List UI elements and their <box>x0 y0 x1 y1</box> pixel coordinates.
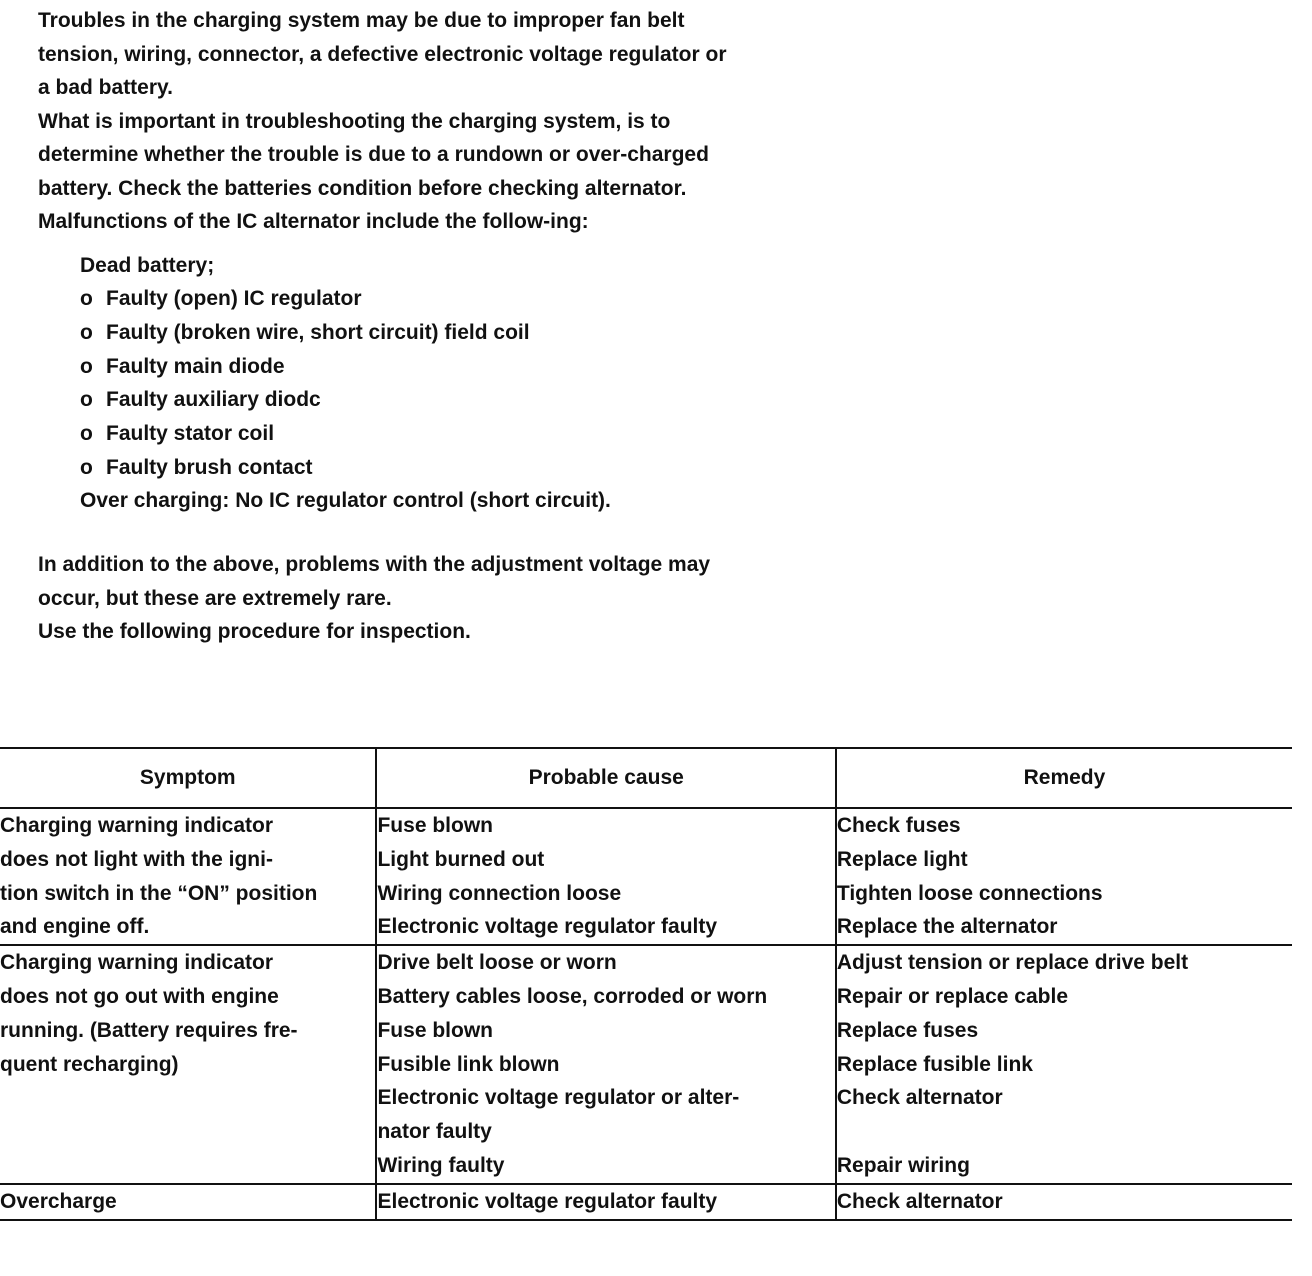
cause-line: Light burned out <box>377 847 545 871</box>
remedy-line <box>837 1115 1292 1149</box>
remedy-line: Repair wiring <box>836 1153 970 1177</box>
intro-paragraph-1: Troubles in the charging system may be due to improper fan belt tension, wiring, connector, a defective electronic voltage regulator or a bad battery. <box>38 9 727 99</box>
malfunction-text: Faulty brush contact <box>106 455 313 479</box>
malfunction-text: Faulty auxiliary diodc <box>106 388 321 412</box>
over-charging-note: Over charging: No IC regulator control (short circuit). <box>80 489 611 513</box>
intro-paragraph-2: What is important in troubleshooting the charging system, is to determine whether the trouble is due to a rundown or over-charged battery. Check the batteries condition before checking alternator. Malfunctions of the IC alternator include the follow-ing: <box>38 109 709 233</box>
cause-line: Drive belt loose or worn <box>377 951 617 975</box>
table-row <box>0 1184 1292 1220</box>
cause-line: Electronic voltage regulator faulty <box>377 915 718 939</box>
remedy-line: Replace light <box>836 847 968 871</box>
remedy-line: Check fuses <box>836 814 961 837</box>
cause-line: Fuse blown <box>377 1018 493 1042</box>
symptom-line: Charging warning indicator <box>0 814 274 837</box>
remedy-line: Check alternator <box>836 1189 1003 1213</box>
symptom-line: tion switch in the “ON” position <box>0 881 318 905</box>
malfunction-list <box>80 249 738 519</box>
cause-line: Electronic voltage regulator faulty <box>377 1189 718 1213</box>
table-header-row <box>0 748 1292 808</box>
malfunction-text: Faulty main diode <box>106 354 285 378</box>
symptom-line: quent recharging) <box>0 1052 179 1076</box>
bullet-marker: o <box>80 388 93 412</box>
intro-paragraph-4: Use the following procedure for inspection. <box>38 620 471 644</box>
remedy-line: Replace fuses <box>836 1018 979 1042</box>
cause-line: Wiring connection loose <box>377 881 622 905</box>
malfunction-text: Faulty (broken wire, short circuit) field coil <box>106 320 530 344</box>
malfunction-item <box>80 383 738 417</box>
header-remedy: Remedy <box>1023 766 1106 790</box>
header-symptom: Symptom <box>0 748 376 808</box>
malfunction-text: Faulty (open) IC regulator <box>106 287 362 311</box>
table-row <box>0 808 1292 945</box>
remedy-line: Replace fusible link <box>836 1052 1033 1076</box>
remedy-cell <box>836 808 1292 945</box>
cause-line: Fuse blown <box>377 814 493 837</box>
malfunction-text: Faulty stator coil <box>106 422 275 446</box>
cause-line: Fusible link blown <box>377 1052 560 1076</box>
bullet-marker: o <box>80 354 93 378</box>
cause-cell <box>376 808 835 945</box>
remedy-line: Replace the alternator <box>836 915 1058 939</box>
cause-line: Electronic voltage regulator or alter- <box>377 1086 740 1110</box>
malfunction-item <box>80 282 738 316</box>
remedy-line: Tighten loose connections <box>836 881 1103 905</box>
malfunction-item <box>80 350 738 384</box>
bullet-marker: o <box>80 455 93 479</box>
cause-line: Battery cables loose, corroded or worn <box>377 984 768 1008</box>
troubleshooting-table <box>0 747 1292 1221</box>
remedy-cell <box>836 1184 1292 1220</box>
symptom-line: running. (Battery requires fre- <box>0 1018 298 1042</box>
cause-cell <box>376 1184 835 1220</box>
remedy-line: Check alternator <box>836 1086 1003 1110</box>
symptom-line: Charging warning indicator <box>0 951 274 975</box>
bullet-marker: o <box>80 287 93 311</box>
malfunction-item <box>80 417 738 451</box>
header-probable-cause: Probable cause <box>376 748 835 808</box>
symptom-line: does not go out with engine <box>0 984 279 1008</box>
symptom-line: and engine off. <box>0 915 150 939</box>
cause-line: Wiring faulty <box>377 1153 505 1177</box>
cause-line: nator faulty <box>377 1120 492 1144</box>
symptom-cell <box>0 808 376 945</box>
bullet-marker: o <box>80 320 93 344</box>
symptom-line: does not light with the igni- <box>0 847 273 871</box>
remedy-line: Adjust tension or replace drive belt <box>836 951 1189 975</box>
intro-section <box>38 4 738 649</box>
table-row <box>0 945 1292 1184</box>
remedy-cell <box>836 945 1292 1184</box>
cause-cell <box>376 945 835 1184</box>
malfunction-item <box>80 451 738 485</box>
remedy-line: Repair or replace cable <box>836 984 1069 1008</box>
intro-paragraph-3: In addition to the above, problems with the adjustment voltage may occur, but these are extremely rare. <box>38 553 711 610</box>
bullet-marker: o <box>80 422 93 446</box>
symptom-cell <box>0 1184 376 1220</box>
symptom-cell <box>0 945 376 1184</box>
symptom-line: Overcharge <box>0 1189 117 1213</box>
spacer <box>38 518 738 548</box>
dead-battery-heading: Dead battery; <box>80 253 215 277</box>
malfunction-item <box>80 316 738 350</box>
